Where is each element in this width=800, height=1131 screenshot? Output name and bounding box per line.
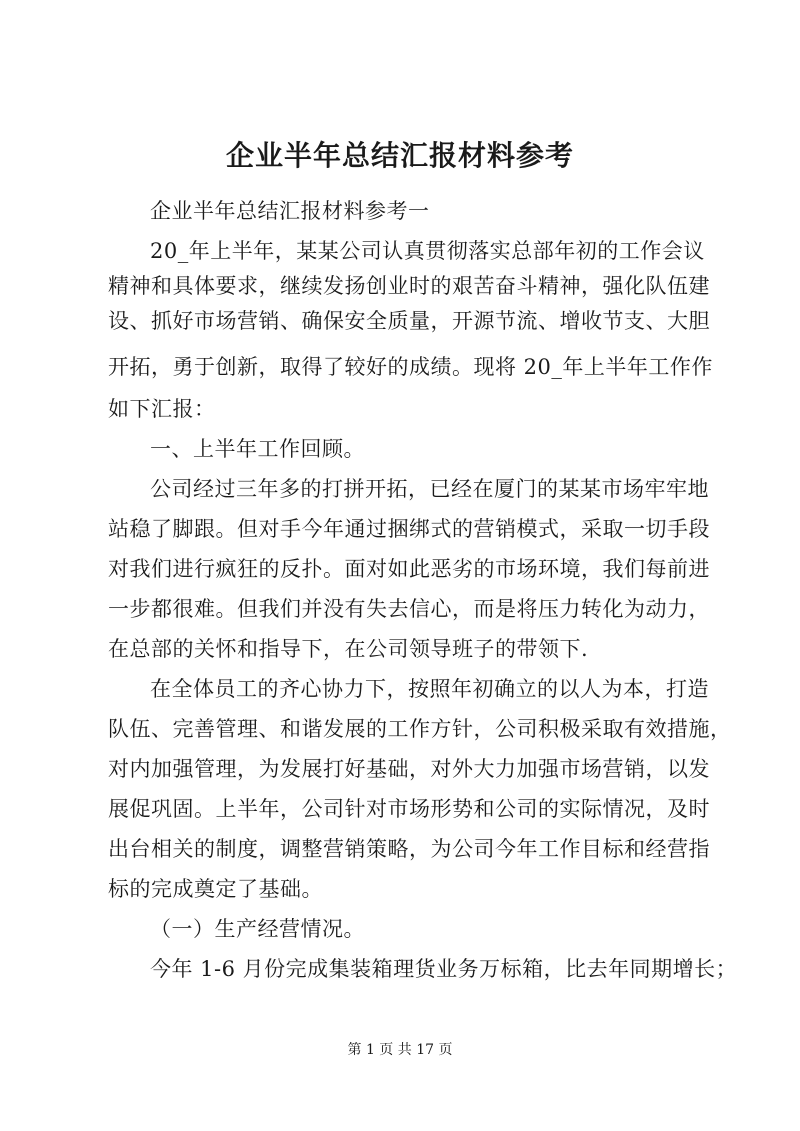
section-heading: 一、上半年工作回顾。	[150, 437, 365, 461]
paragraph-2-line: 公司经过三年多的打拼开拓，已经在厦门的某某市场牢牢地	[150, 477, 709, 501]
paragraph-3-line: 对内加强管理，为发展打好基础，对外大力加强市场营销，以发	[108, 757, 710, 781]
paragraph-1-line: 精神和具体要求，继续发扬创业时的艰苦奋斗精神，强化队伍建	[108, 274, 710, 298]
paragraph-3-line: 队伍、完善管理、和谐发展的工作方针，公司积极采取有效措施，	[108, 717, 732, 741]
document-title: 企业半年总结汇报材料参考	[225, 139, 574, 172]
paragraph-3-line: 出台相关的制度，调整营销策略，为公司今年工作目标和经营指	[108, 837, 710, 861]
paragraph-2-line: 在总部的关怀和指导下，在公司领导班子的带领下.	[108, 637, 589, 661]
paragraph-4-line: 今年 1-6 月份完成集装箱理货业务万标箱，比去年同期增长；	[150, 957, 738, 981]
paragraph-1-line: 设、抓好市场营销、确保安全质量，开源节流、增收节支、大胆	[108, 309, 710, 333]
document-subtitle: 企业半年总结汇报材料参考一	[150, 199, 430, 223]
paragraph-2-line: 对我们进行疯狂的反扑。面对如此恶劣的市场环境，我们每前进	[108, 557, 710, 581]
paragraph-1-line: 如下汇报：	[108, 397, 216, 421]
paragraph-1-line: 20_年上半年，某某公司认真贯彻落实总部年初的工作会议	[150, 239, 705, 263]
paragraph-3-line: 展促巩固。上半年，公司针对市场形势和公司的实际情况，及时	[108, 797, 710, 821]
paragraph-1-line: 开拓，勇于创新，取得了较好的成绩。现将 20_年上半年工作作	[108, 355, 713, 379]
subsection-heading: （一）生产经营情况。	[150, 917, 365, 941]
paragraph-2-line: 一步都很难。但我们并没有失去信心，而是将压力转化为动力，	[108, 597, 710, 621]
page-footer: 第 1 页 共 17 页	[347, 1042, 453, 1058]
paragraph-2-line: 站稳了脚跟。但对手今年通过捆绑式的营销模式，采取一切手段	[108, 517, 710, 541]
paragraph-3-line: 标的完成奠定了基础。	[108, 877, 323, 901]
paragraph-3-line: 在全体员工的齐心协力下，按照年初确立的以人为本，打造	[150, 677, 709, 701]
